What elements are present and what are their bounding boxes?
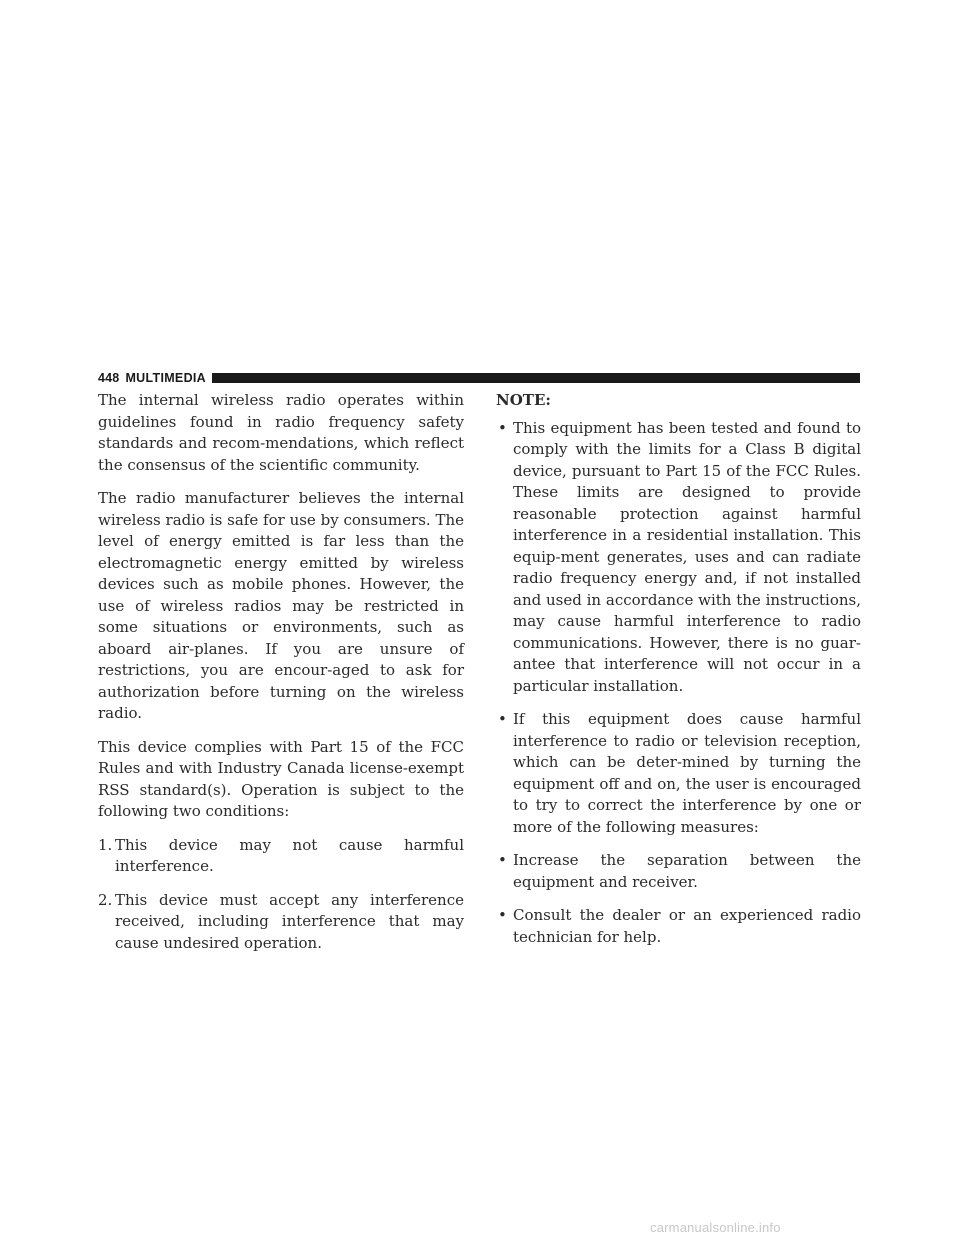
list-item-text: If this equipment does cause harmful interference to radio or television reception, which can be deter-mined by turning the equipment off and on, the user is encouraged to try to correct the interference by one or more of the following measures: bbox=[513, 710, 861, 836]
paragraph: This device complies with Part 15 of the FCC Rules and with Industry Canada license-exempt RSS standard(s). Operation is subject to the following two conditions: bbox=[98, 737, 464, 820]
list-item bbox=[496, 905, 861, 948]
paragraph: The radio manufacturer believes the internal wireless radio is safe for use by consumers. The level of energy emitted is far less than the electromagnetic energy emitted by wireless devices such as mobile phones. However, the use of wireless radios may be restricted in some situations or environments, such as aboard air-planes. If you are unsure of restrictions, you are encour-aged to ask for authorization before turning on the wireless radio. bbox=[98, 489, 464, 722]
bullet-icon: • bbox=[498, 418, 507, 437]
header-rule bbox=[212, 373, 860, 383]
page-number: 448 bbox=[98, 371, 120, 385]
list-item bbox=[98, 835, 464, 878]
right-column bbox=[496, 390, 861, 960]
list-item bbox=[496, 850, 861, 893]
bullet-list bbox=[496, 418, 861, 949]
list-item bbox=[98, 890, 464, 955]
list-item bbox=[496, 709, 861, 838]
list-number: 2. bbox=[98, 890, 113, 909]
list-item bbox=[496, 418, 861, 698]
list-item-text: Consult the dealer or an experienced radio technician for help. bbox=[513, 906, 861, 946]
numbered-list bbox=[98, 835, 464, 955]
paragraph: The internal wireless radio operates within guidelines found in radio frequency safety standards and recom-mendations, which reflect the consensus of the scientific community. bbox=[98, 391, 464, 474]
list-item-text: This device must accept any interference received, including interference that may cause undesired operation. bbox=[115, 890, 464, 952]
bullet-icon: • bbox=[498, 906, 507, 924]
list-number: 1. bbox=[98, 835, 113, 854]
bullet-icon: • bbox=[498, 710, 507, 728]
page-header bbox=[98, 370, 860, 386]
note-label: NOTE: bbox=[496, 391, 551, 409]
bullet-icon: • bbox=[498, 851, 507, 869]
watermark: carmanualsonline.info bbox=[650, 1220, 781, 1235]
list-item-text: This equipment has been tested and found to comply with the limits for a Class B digital device, pursuant to Part 15 of the FCC Rules. These limits are designed to provide reasonable protection against harmful interference in a residential installation. This equip-ment generates, uses and can radiate radio frequency energy and, if not installed and used in accordance with the instructions, may cause harmful interference to radio communications. However, there is no guar-antee that interference will not occur in a particular installation. bbox=[513, 418, 861, 695]
list-item-text: Increase the separation between the equipment and receiver. bbox=[513, 851, 861, 891]
section-title: MULTIMEDIA bbox=[125, 371, 207, 385]
list-item-text: This device may not cause harmful interference. bbox=[115, 835, 464, 875]
left-column bbox=[98, 390, 464, 966]
